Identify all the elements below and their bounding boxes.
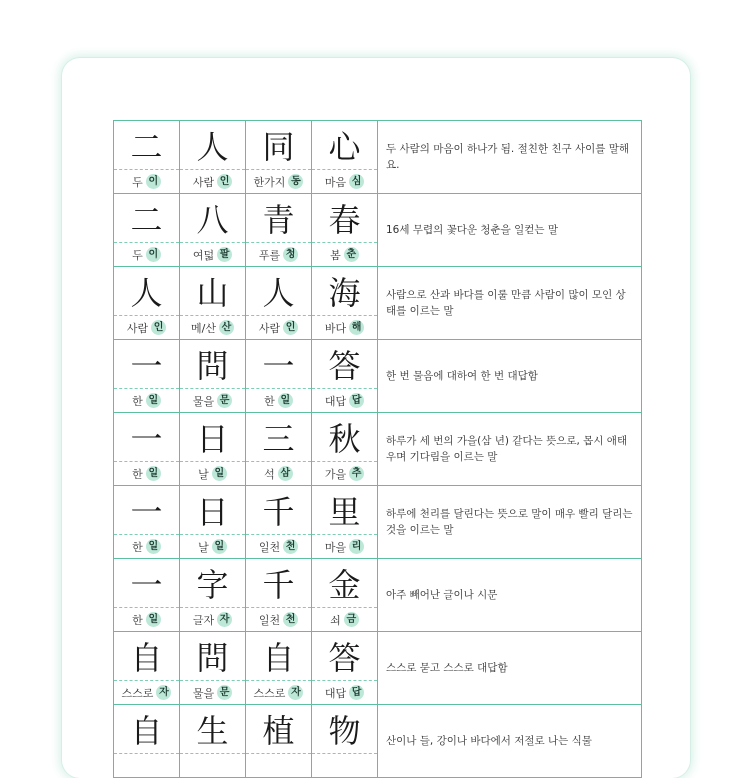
hanja: 一 [114,413,179,462]
meaning: 일천 [258,613,281,627]
sound-badge: 일 [146,466,161,481]
sound-badge: 인 [151,320,166,335]
hanja: 秋 [312,413,377,462]
char-cell [114,413,180,485]
reading [312,535,377,558]
reading [180,535,245,558]
char-cell [180,559,246,631]
char-cell [114,121,180,193]
idiom-description: 한 번 물음에 대하여 한 번 대답함 [378,340,642,412]
hanja: 春 [312,194,377,243]
sound-badge: 금 [344,612,359,627]
meaning: 메/산 [191,321,216,335]
hanja: 一 [246,340,311,389]
idiom-description: 16세 무렵의 꽃다운 청춘을 일컫는 말 [378,194,642,266]
reading [246,316,311,339]
char-cell [114,194,180,266]
hanja: 山 [180,267,245,316]
char-cell [312,486,378,558]
meaning: 대답 [324,686,347,700]
sound-badge: 삼 [278,466,293,481]
hanja: 心 [312,121,377,170]
sound-badge: 인 [217,174,232,189]
char-cell [246,267,312,339]
hanja: 自 [246,632,311,681]
hanja: 千 [246,559,311,608]
sound-badge: 해 [349,320,364,335]
meaning: 한 [132,613,143,627]
hanja: 日 [180,486,245,535]
meaning: 사람 [126,321,149,335]
hanja: 日 [180,413,245,462]
idiom-card [62,58,690,778]
sound-badge: 일 [146,393,161,408]
hanja: 問 [180,632,245,681]
hanja: 答 [312,340,377,389]
hanja: 字 [180,559,245,608]
meaning: 일천 [258,540,281,554]
hanja: 千 [246,486,311,535]
table-row [114,413,642,486]
reading [180,754,245,777]
hanja: 金 [312,559,377,608]
meaning: 두 [132,175,143,189]
sound-badge: 답 [349,685,364,700]
meaning: 물을 [192,394,215,408]
char-cell [312,121,378,193]
sound-badge: 리 [349,539,364,554]
reading [246,535,311,558]
idiom-description: 산이나 들, 강이나 바다에서 저절로 나는 식물 [378,705,642,777]
char-cell [114,559,180,631]
meaning: 석 [264,467,275,481]
sound-badge: 일 [146,539,161,554]
hanja: 一 [114,559,179,608]
idiom-description: 스스로 묻고 스스로 대답함 [378,632,642,704]
reading [180,389,245,412]
hanja: 二 [114,121,179,170]
reading [114,535,179,558]
idiom-description: 아주 빼어난 글이나 시문 [378,559,642,631]
hanja: 答 [312,632,377,681]
reading [180,681,245,704]
char-cell [312,632,378,704]
char-cell [114,705,180,777]
meaning: 바다 [324,321,347,335]
char-cell [246,486,312,558]
char-cell [312,267,378,339]
reading [114,389,179,412]
meaning: 글자 [192,613,215,627]
sound-badge: 청 [283,247,298,262]
sound-badge: 일 [146,612,161,627]
meaning: 가을 [324,467,347,481]
sound-badge: 자 [288,685,303,700]
meaning: 날 [198,467,209,481]
hanja: 植 [246,705,311,754]
table-row [114,121,642,194]
hanja: 生 [180,705,245,754]
char-cell [180,121,246,193]
hanja: 青 [246,194,311,243]
reading [114,608,179,631]
hanja: 同 [246,121,311,170]
meaning: 여덟 [192,248,215,262]
char-cell [312,340,378,412]
table-row [114,194,642,267]
sound-badge: 답 [349,393,364,408]
char-cell [114,340,180,412]
reading [246,243,311,266]
table-row [114,559,642,632]
sound-badge: 일 [212,466,227,481]
sound-badge: 춘 [344,247,359,262]
table-row [114,705,642,778]
idiom-description: 하루에 천리를 달린다는 뜻으로 말이 매우 빨리 달리는 것을 이르는 말 [378,486,642,558]
char-cell [246,413,312,485]
char-cell [180,413,246,485]
table-row [114,267,642,340]
reading [246,389,311,412]
sound-badge: 산 [219,320,234,335]
hanja: 自 [114,632,179,681]
hanja: 人 [246,267,311,316]
hanja: 自 [114,705,179,754]
char-cell [246,121,312,193]
char-cell [246,194,312,266]
char-cell [180,705,246,777]
sound-badge: 일 [278,393,293,408]
reading [246,462,311,485]
meaning: 사람 [258,321,281,335]
reading [114,754,179,777]
char-cell [246,559,312,631]
idiom-table [113,120,642,778]
reading [180,462,245,485]
meaning: 대답 [324,394,347,408]
char-cell [114,486,180,558]
meaning: 한가지 [253,175,286,189]
reading [246,170,311,193]
sound-badge: 문 [217,685,232,700]
reading [114,462,179,485]
reading [246,681,311,704]
sound-badge: 심 [349,174,364,189]
char-cell [114,267,180,339]
char-cell [180,632,246,704]
table-row [114,632,642,705]
hanja: 人 [114,267,179,316]
sound-badge: 자 [217,612,232,627]
hanja: 三 [246,413,311,462]
meaning: 날 [198,540,209,554]
meaning: 물을 [192,686,215,700]
table-row [114,340,642,413]
char-cell [246,705,312,777]
sound-badge: 문 [217,393,232,408]
meaning: 푸를 [258,248,281,262]
idiom-description: 하루가 세 번의 가을(삼 년) 같다는 뜻으로, 몹시 애태우며 기다림을 이르는 말 [378,413,642,485]
sound-badge: 추 [349,466,364,481]
hanja: 八 [180,194,245,243]
meaning: 봄 [330,248,341,262]
hanja: 一 [114,486,179,535]
reading [114,243,179,266]
char-cell [312,705,378,777]
reading [180,170,245,193]
hanja: 物 [312,705,377,754]
char-cell [246,632,312,704]
reading [246,754,311,777]
hanja: 一 [114,340,179,389]
sound-badge: 일 [212,539,227,554]
idiom-description: 두 사람의 마음이 하나가 됨. 절친한 친구 사이를 말해요. [378,121,642,193]
hanja: 二 [114,194,179,243]
idiom-description: 사람으로 산과 바다를 이룰 만큼 사람이 많이 모인 상태를 이르는 말 [378,267,642,339]
hanja: 問 [180,340,245,389]
reading [312,389,377,412]
meaning: 한 [132,394,143,408]
reading [180,316,245,339]
meaning: 쇠 [330,613,341,627]
reading [180,608,245,631]
char-cell [180,267,246,339]
char-cell [246,340,312,412]
char-cell [180,340,246,412]
meaning: 마을 [324,540,347,554]
sound-badge: 인 [283,320,298,335]
char-cell [180,486,246,558]
reading [312,608,377,631]
sound-badge: 이 [146,174,161,189]
reading [246,608,311,631]
reading [114,681,179,704]
reading [180,243,245,266]
reading [312,754,377,777]
hanja: 人 [180,121,245,170]
reading [114,316,179,339]
reading [312,316,377,339]
sound-badge: 팔 [217,247,232,262]
hanja: 海 [312,267,377,316]
meaning: 스스로 [253,686,286,700]
meaning: 마음 [324,175,347,189]
char-cell [180,194,246,266]
reading [312,170,377,193]
reading [114,170,179,193]
table-row [114,486,642,559]
reading [312,462,377,485]
meaning: 한 [264,394,275,408]
char-cell [312,194,378,266]
reading [312,243,377,266]
char-cell [312,559,378,631]
char-cell [114,632,180,704]
meaning: 두 [132,248,143,262]
hanja: 里 [312,486,377,535]
sound-badge: 이 [146,247,161,262]
sound-badge: 천 [283,612,298,627]
meaning: 스스로 [121,686,154,700]
meaning: 사람 [192,175,215,189]
meaning: 한 [132,540,143,554]
sound-badge: 자 [156,685,171,700]
sound-badge: 동 [288,174,303,189]
meaning: 한 [132,467,143,481]
reading [312,681,377,704]
char-cell [312,413,378,485]
sound-badge: 천 [283,539,298,554]
